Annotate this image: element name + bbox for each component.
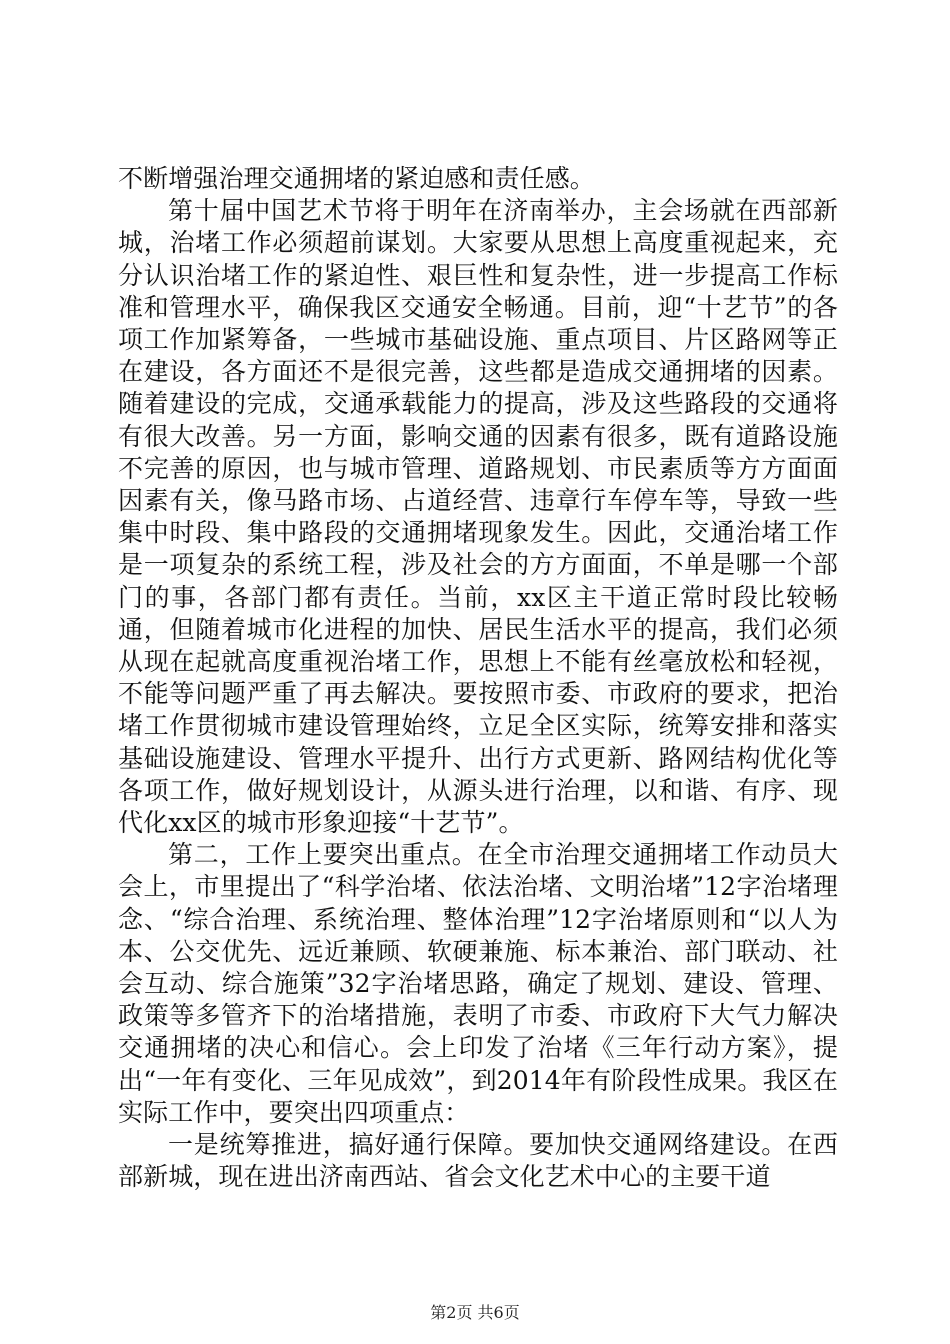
paragraph-first-item: 一是统筹推进，搞好通行保障。要加快交通网络建设。在西部新城，现在进出济南西站、省会文化艺术中心的主要干道 bbox=[118, 1130, 838, 1192]
paragraph-second-focus: 第二，工作上要突出重点。在全市治理交通拥堵工作动员大会上，市里提出了“科学治堵、依法治堵、文明治堵”12字治堵理念、“综合治理、系统治理、整体治理”12字治堵原则和“以人为本、公交优先、远近兼顾、软硬兼施、标本兼治、部门联动、社会互动、综合施策”32字治堵思路，确定了规划、建设、管理、政策等多管齐下的治堵措施，表明了市委、市政府下大气力解决交通拥堵的决心和信心。会上印发了治堵《三年行动方案》，提出“一年有变化、三年见成效”，到2014年有阶段性成果。我区在实际工作中，要突出四项重点： bbox=[118, 840, 838, 1127]
page-number-footer: 第2页 共6页 bbox=[430, 1303, 520, 1322]
document-body bbox=[118, 163, 838, 1194]
paragraph-art-festival: 第十届中国艺术节将于明年在济南举办，主会场就在西部新城，治堵工作必须超前谋划。大家要从思想上高度重视起来，充分认识治堵工作的紧迫性、艰巨性和复杂性，进一步提高工作标准和管理水平，确保我区交通安全畅通。目前，迎“十艺节”的各项工作加紧筹备，一些城市基础设施、重点项目、片区路网等正在建设，各方面还不是很完善，这些都是造成交通拥堵的因素。随着建设的完成，交通承载能力的提高，涉及这些路段的交通将有很大改善。另一方面，影响交通的因素有很多，既有道路设施不完善的原因，也与城市管理、道路规划、市民素质等方方面面因素有关，像马路市场、占道经营、违章行车停车等，导致一些集中时段、集中路段的交通拥堵现象发生。因此，交通治堵工作是一项复杂的系统工程，涉及社会的方方面面，不单是哪一个部门的事，各部门都有责任。当前，xx区主干道正常时段比较畅通，但随着城市化进程的加快、居民生活水平的提高，我们必须从现在起就高度重视治堵工作，思想上不能有丝毫放松和轻视，不能等问题严重了再去解决。要按照市委、市政府的要求，把治堵工作贯彻城市建设管理始终，立足全区实际，统筹安排和落实基础设施建设、管理水平提升、出行方式更新、路网结构优化等各项工作，做好规划设计，从源头进行治理，以和谐、有序、现代化xx区的城市形象迎接“十艺节”。 bbox=[118, 196, 838, 838]
paragraph-continuation: 不断增强治理交通拥堵的紧迫感和责任感。 bbox=[118, 164, 595, 193]
